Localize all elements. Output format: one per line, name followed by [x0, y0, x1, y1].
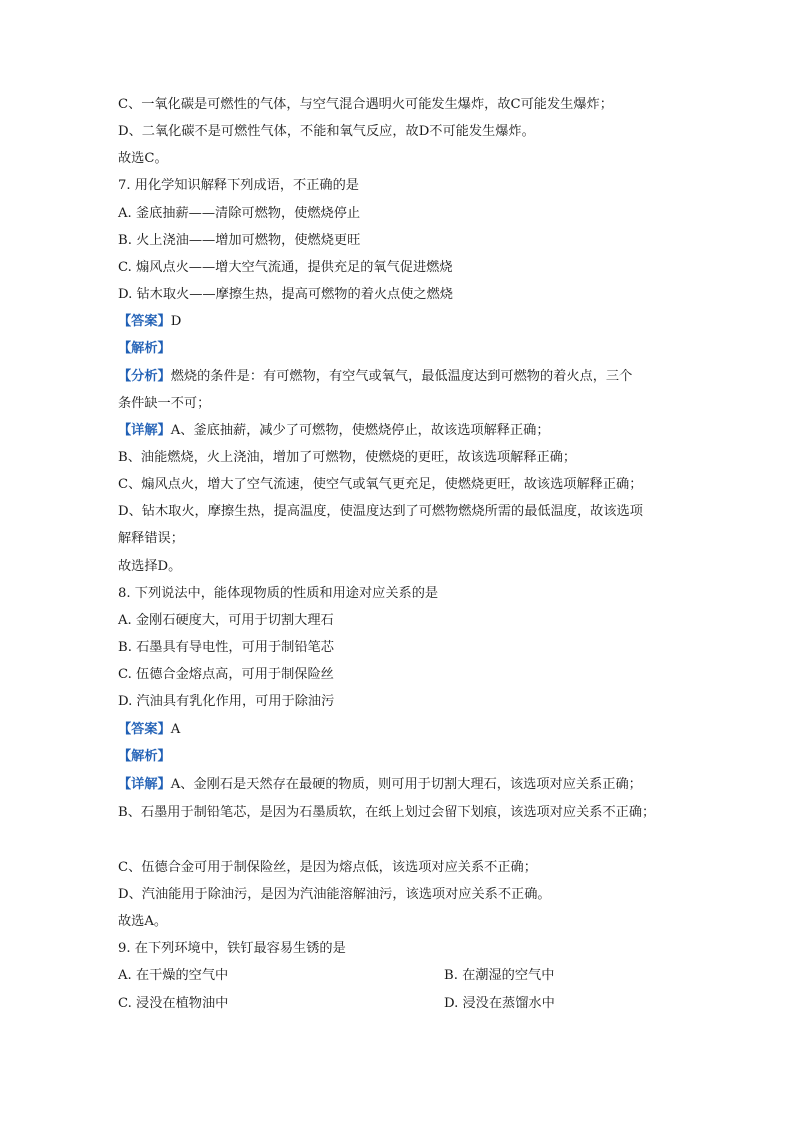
conclusion-line: 故选择D。	[118, 559, 182, 574]
detail-line: C、煽风点火，增大了空气流速，使空气或氧气更充足，使燃烧更旺，故该选项解释正确；	[118, 477, 643, 492]
detail-line: C、伍德合金可用于制保险丝，是因为熔点低，该选项对应关系不正确；	[118, 860, 537, 875]
conclusion-line: 故选A。	[118, 914, 168, 929]
question-7-option-c: C. 煽风点火——增大空气流通，提供充足的氧气促进燃烧	[118, 260, 453, 275]
question-8-stem: 8. 下列说法中，能体现物质的性质和用途对应关系的是	[118, 586, 439, 601]
answer-line	[118, 313, 181, 331]
detail-line: 解释错误；	[118, 531, 184, 546]
detail-line: D、钻木取火，摩擦生热，提高温度，使温度达到了可燃物燃烧所需的最低温度，故该选项	[118, 504, 643, 519]
detail-line: D、汽油能用于除油污，是因为汽油能溶解油污，该选项对应关系不正确。	[118, 887, 551, 902]
analysis-line: 条件缺一不可；	[118, 396, 211, 411]
question-8-option-b: B. 石墨具有导电性，可用于制铅笔芯	[118, 640, 334, 655]
question-7-option-d: D. 钻木取火——摩擦生热，提高可燃物的着火点使之燃烧	[118, 287, 453, 302]
text-line: 故选C。	[118, 151, 168, 166]
answer-tag: 【答案】	[118, 314, 171, 329]
analysis-heading: 【解析】	[118, 341, 171, 356]
answer-line	[118, 721, 180, 739]
question-8-option-d: D. 汽油具有乳化作用，可用于除油污	[118, 694, 335, 709]
detail-tag: 【详解】	[118, 423, 171, 438]
question-7-option-a: A. 釜底抽薪——清除可燃物，使燃烧停止	[118, 206, 361, 221]
detail-line: B、油能燃烧，火上浇油，增加了可燃物，使燃烧的更旺，故该选项解释正确；	[118, 450, 577, 465]
question-9-option-d: D. 浸没在蒸馏水中	[444, 996, 555, 1011]
question-8-option-c: C. 伍德合金熔点高，可用于制保险丝	[118, 667, 334, 682]
text-line: D、二氧化碳不是可燃性气体，不能和氧气反应，故D不可能发生爆炸。	[118, 124, 535, 139]
answer-value: D	[170, 314, 182, 329]
question-7-option-b: B. 火上浇油——增加可燃物，使燃烧更旺	[118, 233, 361, 248]
question-9-option-c: C. 浸没在植物油中	[118, 996, 229, 1011]
question-9-option-a: A. 在干燥的空气中	[118, 968, 229, 983]
question-7-stem: 7. 用化学知识解释下列成语，不正确的是	[118, 178, 359, 193]
question-8-option-a: A. 金刚石硬度大，可用于切割大理石	[118, 613, 334, 628]
detail-line: 【详解】A、金刚石是天然存在最硬的物质，则可用于切割大理石，该选项对应关系正确；	[118, 777, 642, 792]
answer-tag: 【答案】	[118, 722, 171, 737]
detail-line: B、石墨用于制铅笔芯，是因为石墨质软，在纸上划过会留下划痕，该选项对应关系不正确；	[118, 805, 656, 820]
text-line: C、一氧化碳是可燃性的气体，与空气混合遇明火可能发生爆炸，故C可能发生爆炸；	[118, 97, 613, 112]
analysis-tag: 【分析】	[118, 369, 171, 384]
answer-value: A	[170, 722, 181, 737]
question-9-stem: 9. 在下列环境中，铁钉最容易生锈的是	[118, 941, 346, 956]
analysis-heading: 【解析】	[118, 749, 171, 764]
detail-tag: 【详解】	[118, 777, 171, 792]
analysis-line: 【分析】燃烧的条件是：有可燃物，有空气或氧气，最低温度达到可燃物的着火点，三个	[118, 369, 633, 384]
detail-line: 【详解】A、釜底抽薪，减少了可燃物，使燃烧停止，故该选项解释正确；	[118, 423, 550, 438]
question-9-option-b: B. 在潮湿的空气中	[444, 968, 555, 983]
